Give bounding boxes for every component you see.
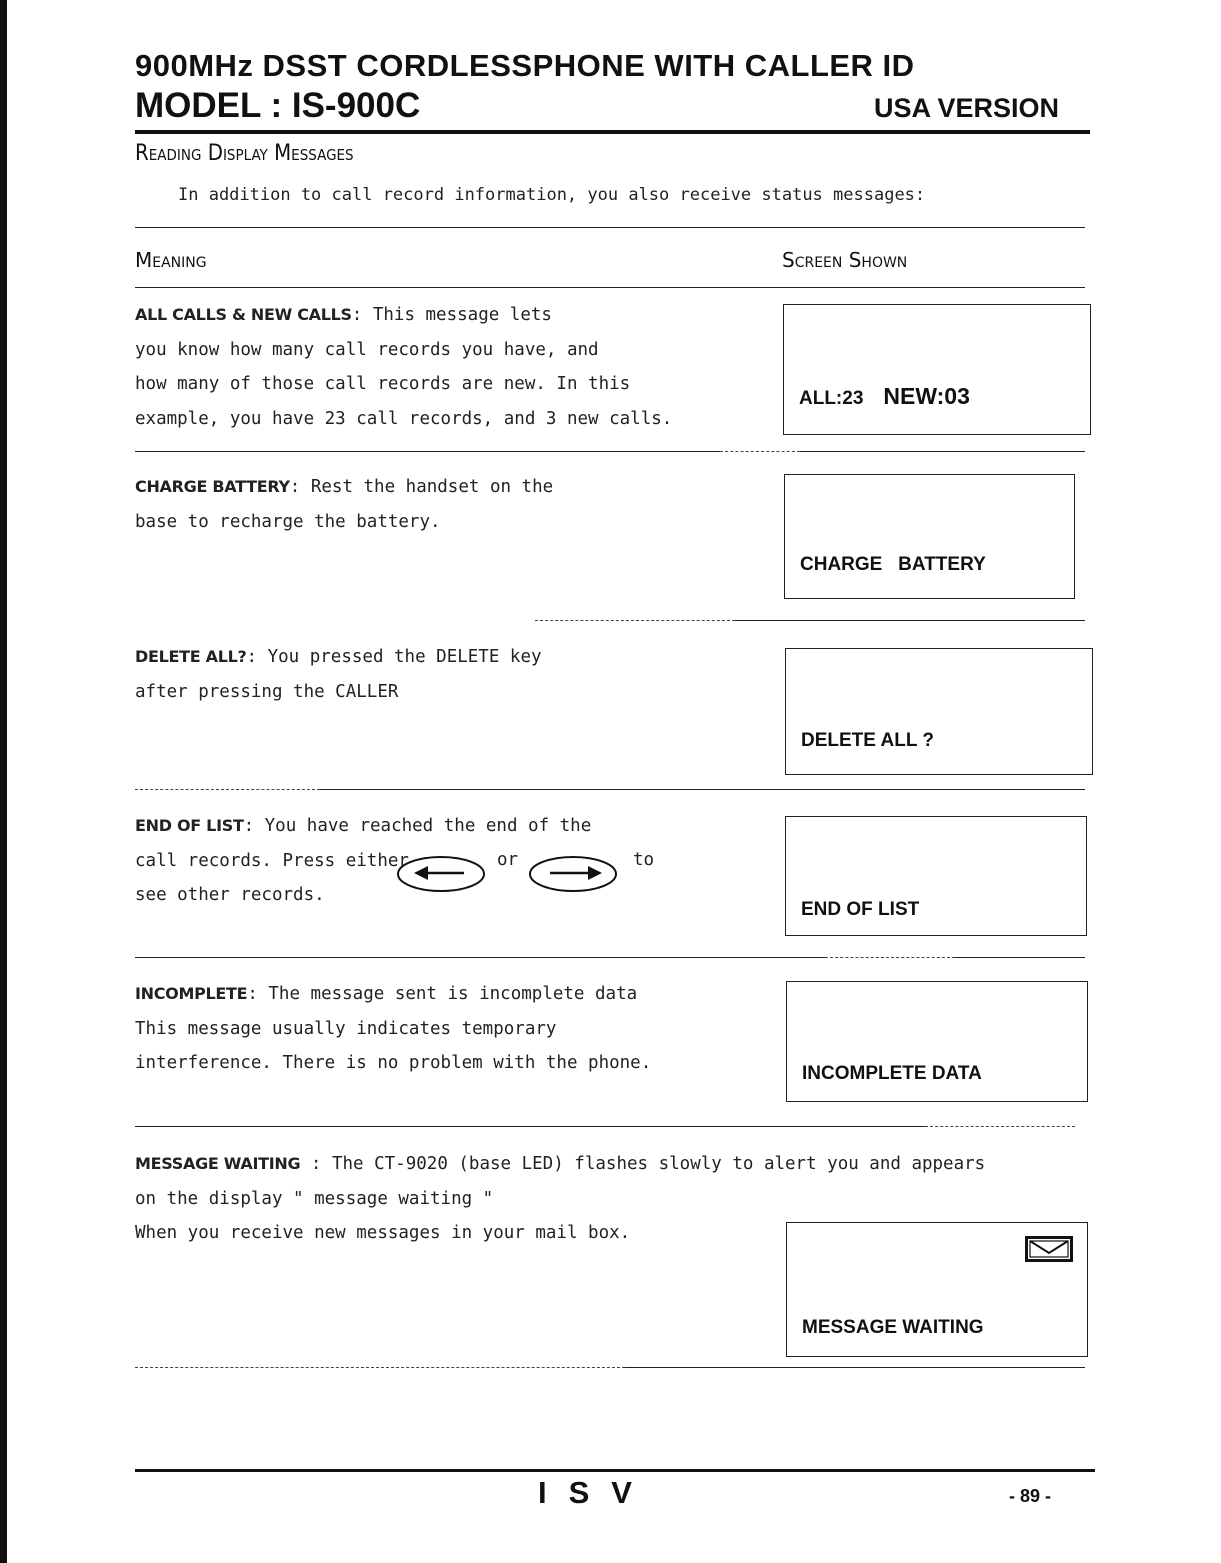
product-title: 900MHz DSST CORDLESSPHONE WITH CALLER ID — [135, 48, 915, 83]
row-divider — [135, 957, 825, 958]
page-number: - 89 - — [1009, 1486, 1052, 1506]
display-screen-delete-all — [785, 648, 1093, 775]
display-screen-charge-battery — [784, 474, 1075, 599]
screen-text: MESSAGE WAITING — [802, 1317, 984, 1338]
row-divider-dashed — [925, 1126, 1075, 1127]
row-divider — [955, 957, 1085, 958]
row-divider-dashed — [135, 789, 320, 790]
screen-text: INCOMPLETE DATA — [802, 1063, 982, 1084]
screen-text: END OF LIST — [801, 899, 920, 920]
row-divider — [135, 1126, 925, 1127]
footer-rule — [135, 1469, 1095, 1472]
screen-text: CHARGE BATTERY — [800, 554, 986, 575]
footer-logo: ISV — [538, 1475, 654, 1510]
table-header-rule — [135, 287, 1085, 288]
row-divider — [320, 789, 1085, 790]
screen-text: ALL:23 NEW:03 — [799, 383, 970, 409]
row-divider — [800, 451, 1085, 452]
screen-text: DELETE ALL ? — [801, 730, 934, 751]
row-end-of-list-description: END OF LIST: You have reached the end of the call records. Press either or to see other records. — [135, 816, 655, 905]
left-arrow-key-icon — [396, 852, 488, 894]
model-title: MODEL : IS-900C — [135, 86, 421, 125]
row-divider-dashed — [720, 451, 800, 452]
row-divider — [135, 451, 720, 452]
row-message-waiting-description: MESSAGE WAITING : The CT-9020 (base LED) flashes slowly to alert you and appears on the display " message waiting " When you receive new messages in your mail box. — [135, 1154, 986, 1243]
row-charge-battery-description: CHARGE BATTERY: Rest the handset on the base to recharge the battery. — [135, 477, 554, 532]
display-screen-incomplete — [786, 981, 1088, 1102]
row-divider-dashed — [135, 1367, 625, 1368]
mail-envelope-icon — [1025, 1236, 1073, 1262]
header-rule — [135, 130, 1090, 134]
display-screen-end-of-list — [785, 816, 1087, 936]
row-all-calls-description: ALL CALLS & NEW CALLS: This message lets you know how many call records you have, and how many of those call records are new. In this example, you have 23 call records, and 3 new calls. — [135, 305, 673, 429]
row-divider — [625, 1367, 1085, 1368]
version-label: USA VERSION — [874, 93, 1060, 123]
column-header-screen: Screen Shown — [782, 248, 908, 272]
display-screen-message-waiting — [786, 1222, 1088, 1357]
row-divider-dashed — [535, 620, 735, 621]
intro-text: In addition to call record information, you also receive status messages: — [178, 185, 926, 205]
display-screen-all-calls — [783, 304, 1091, 435]
row-divider — [735, 620, 1085, 621]
right-arrow-key-icon — [528, 852, 620, 894]
section-title: Reading Display Messages — [135, 141, 354, 166]
table-top-rule — [135, 227, 1085, 228]
row-divider-dashed — [825, 957, 955, 958]
column-header-meaning: Meaning — [135, 248, 207, 272]
row-incomplete-description: INCOMPLETE: The message sent is incomplete data This message usually indicates temporary interference. There is no problem with the phone. — [135, 984, 652, 1073]
page-edge-bar — [0, 0, 7, 1563]
row-delete-all-description: DELETE ALL?: You pressed the DELETE key after pressing the CALLER — [135, 647, 542, 702]
